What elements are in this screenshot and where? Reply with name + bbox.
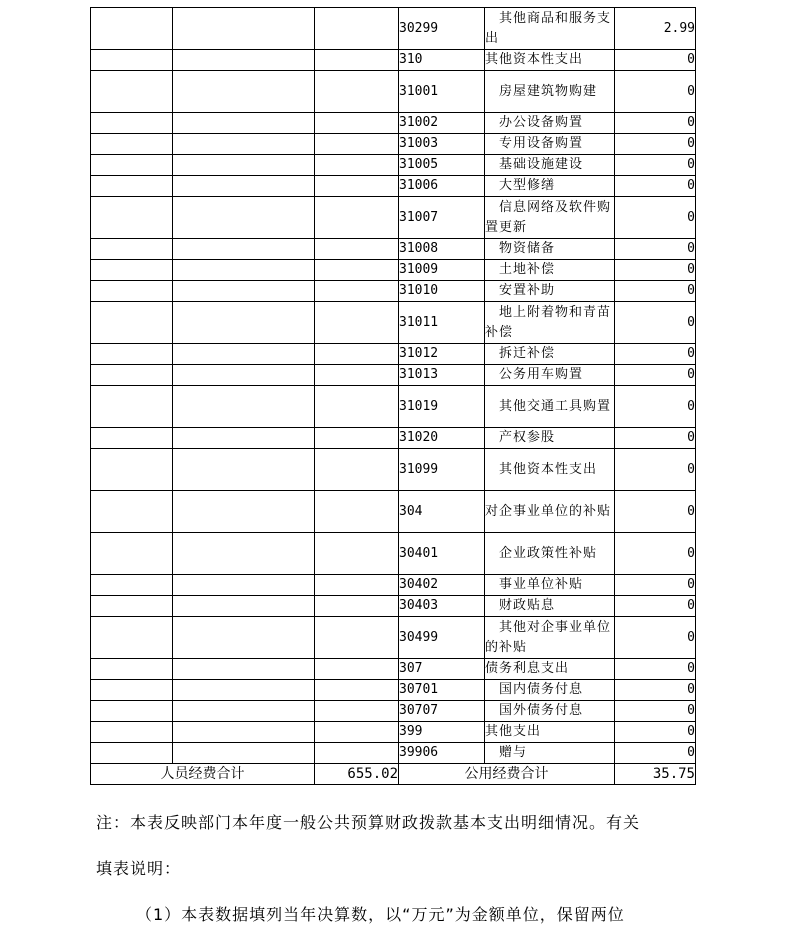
subject-code: 307 [399,659,485,680]
subject-name [485,680,615,701]
empty-cell [173,659,315,680]
empty-cell [315,260,399,281]
subject-name-text: 专用设备购置 [499,136,584,151]
table-row [91,197,696,239]
notes-section [96,800,696,938]
empty-cell [173,50,315,71]
subject-code: 30402 [399,575,485,596]
subject-name [485,344,615,365]
subject-code: 31010 [399,281,485,302]
empty-cell [91,197,173,239]
subject-code: 31012 [399,344,485,365]
empty-cell [315,344,399,365]
table-row [91,386,696,428]
subject-name-text: 大型修缮 [499,178,556,193]
subject-code: 30403 [399,596,485,617]
subject-code: 31001 [399,71,485,113]
subject-name-text: 安置补助 [499,283,556,298]
empty-cell [173,113,315,134]
empty-cell [315,239,399,260]
subject-code: 31011 [399,302,485,344]
empty-cell [91,344,173,365]
empty-cell [315,176,399,197]
empty-cell [315,533,399,575]
empty-cell [91,617,173,659]
subject-name-text: 其他商品和服务支出 [485,10,612,46]
empty-cell [315,155,399,176]
empty-cell [315,428,399,449]
empty-cell [173,680,315,701]
table-row [91,701,696,722]
amount-value: 0 [615,260,696,281]
amount-value: 0 [615,155,696,176]
table-row [91,449,696,491]
amount-value: 0 [615,743,696,764]
subject-name-text: 国外债务付息 [499,703,584,718]
empty-cell [315,197,399,239]
table-row [91,260,696,281]
empty-cell [315,659,399,680]
table-row [91,659,696,680]
empty-cell [173,617,315,659]
subject-code: 30701 [399,680,485,701]
subject-code: 31002 [399,113,485,134]
subject-code: 30499 [399,617,485,659]
empty-cell [91,386,173,428]
subject-name-text: 地上附着物和青苗补偿 [485,304,612,340]
subject-name [485,71,615,113]
empty-cell [91,50,173,71]
subject-name-text: 拆迁补偿 [499,346,556,361]
empty-cell [315,491,399,533]
empty-cell [173,428,315,449]
amount-value: 0 [615,281,696,302]
empty-cell [173,743,315,764]
empty-cell [173,71,315,113]
table-row [91,155,696,176]
expenditure-detail-table [90,7,696,785]
empty-cell [315,596,399,617]
table-row [91,302,696,344]
subject-name-text: 其他交通工具购置 [499,398,612,414]
subject-code: 31013 [399,365,485,386]
subject-name [485,239,615,260]
subject-name-text: 公务用车购置 [499,367,584,382]
empty-cell [173,260,315,281]
subject-name-text: 产权参股 [499,430,556,445]
amount-value: 0 [615,491,696,533]
amount-value: 0 [615,113,696,134]
empty-cell [315,113,399,134]
subject-code: 31003 [399,134,485,155]
subject-name [485,743,615,764]
empty-cell [173,155,315,176]
subject-code: 31009 [399,260,485,281]
amount-value: 0 [615,701,696,722]
table-row [91,617,696,659]
empty-cell [173,491,315,533]
empty-cell [315,449,399,491]
amount-value: 0 [615,239,696,260]
empty-cell [173,176,315,197]
empty-cell [315,617,399,659]
subject-name [485,428,615,449]
amount-value: 0 [615,50,696,71]
subject-code: 31007 [399,197,485,239]
amount-value: 0 [615,71,696,113]
subject-name [485,155,615,176]
subject-code: 31005 [399,155,485,176]
subject-name-text: 对企事业单位的补贴 [485,503,612,519]
subject-name-text: 房屋建筑物购建 [499,83,598,99]
subject-name-text: 债务利息支出 [485,661,570,676]
subject-name-text: 办公设备购置 [499,115,584,130]
empty-cell [91,113,173,134]
subject-name-text: 基础设施建设 [499,157,584,172]
subject-code: 399 [399,722,485,743]
empty-cell [91,533,173,575]
empty-cell [315,8,399,50]
empty-cell [315,722,399,743]
empty-cell [91,134,173,155]
totals-row [91,764,696,785]
empty-cell [91,701,173,722]
amount-value: 2.99 [615,8,696,50]
amount-value: 0 [615,533,696,575]
subject-name [485,302,615,344]
empty-cell [315,134,399,155]
amount-value: 0 [615,722,696,743]
amount-value: 0 [615,575,696,596]
subject-code: 31099 [399,449,485,491]
amount-value: 0 [615,659,696,680]
empty-cell [173,8,315,50]
table-body [91,8,696,785]
empty-cell [91,659,173,680]
empty-cell [173,365,315,386]
subject-name [485,575,615,596]
table-row [91,239,696,260]
subject-name-text: 物资储备 [499,241,556,256]
subject-name [485,113,615,134]
table-row [91,596,696,617]
subject-code: 30707 [399,701,485,722]
note-line-2: 填表说明： [96,859,182,878]
amount-value: 0 [615,680,696,701]
empty-cell [315,50,399,71]
subject-name-text: 其他资本性支出 [485,52,584,67]
empty-cell [91,155,173,176]
empty-cell [173,134,315,155]
subject-code: 31019 [399,386,485,428]
table-row [91,50,696,71]
expenditure-table-wrapper [90,7,695,785]
amount-value: 0 [615,617,696,659]
subject-name-text: 企业政策性补贴 [499,545,598,561]
empty-cell [173,575,315,596]
empty-cell [315,365,399,386]
amount-value: 0 [615,134,696,155]
subject-code: 31008 [399,239,485,260]
empty-cell [91,281,173,302]
subject-name [485,722,615,743]
subject-name [485,449,615,491]
empty-cell [315,575,399,596]
empty-cell [173,533,315,575]
subject-name-text: 赠与 [499,745,528,760]
empty-cell [91,491,173,533]
subject-code: 31006 [399,176,485,197]
empty-cell [173,302,315,344]
personnel-total-value: 655.02 [315,764,399,785]
subject-name-text: 事业单位补贴 [499,577,584,592]
empty-cell [173,386,315,428]
empty-cell [173,722,315,743]
amount-value: 0 [615,197,696,239]
subject-name [485,386,615,428]
subject-code: 310 [399,50,485,71]
amount-value: 0 [615,176,696,197]
subject-name-text: 财政贴息 [499,598,556,613]
subject-name-text: 国内债务付息 [499,682,584,697]
subject-name-text: 其他支出 [485,724,542,739]
table-row [91,428,696,449]
subject-code: 304 [399,491,485,533]
table-row [91,71,696,113]
empty-cell [91,428,173,449]
subject-name-text: 其他资本性支出 [499,461,598,477]
empty-cell [315,71,399,113]
empty-cell [173,197,315,239]
subject-name-text: 其他对企事业单位的补贴 [485,619,612,655]
subject-name [485,659,615,680]
note-line-1: 注：本表反映部门本年度一般公共预算财政拨款基本支出明细情况。有关 [96,813,641,832]
personnel-total-label: 人员经费合计 [91,764,315,785]
empty-cell [173,701,315,722]
empty-cell [91,575,173,596]
subject-name [485,617,615,659]
table-row [91,743,696,764]
empty-cell [91,722,173,743]
table-row [91,365,696,386]
empty-cell [91,743,173,764]
empty-cell [91,596,173,617]
subject-code: 30401 [399,533,485,575]
table-row [91,491,696,533]
amount-value: 0 [615,365,696,386]
subject-name [485,50,615,71]
amount-value: 0 [615,302,696,344]
subject-name [485,260,615,281]
empty-cell [91,260,173,281]
empty-cell [91,680,173,701]
public-total-label: 公用经费合计 [399,764,615,785]
table-row [91,281,696,302]
empty-cell [91,176,173,197]
empty-cell [315,281,399,302]
subject-name [485,176,615,197]
amount-value: 0 [615,596,696,617]
table-row [91,344,696,365]
empty-cell [91,449,173,491]
note-line-3: （1）本表数据填列当年决算数，以“万元”为金额单位，保留两位 [136,905,625,924]
empty-cell [315,743,399,764]
table-row [91,176,696,197]
empty-cell [315,302,399,344]
subject-name [485,701,615,722]
empty-cell [173,239,315,260]
amount-value: 0 [615,428,696,449]
subject-name [485,491,615,533]
subject-name [485,134,615,155]
empty-cell [91,8,173,50]
amount-value: 0 [615,449,696,491]
empty-cell [315,386,399,428]
table-row [91,134,696,155]
table-row [91,113,696,134]
empty-cell [91,302,173,344]
subject-name [485,197,615,239]
subject-name-text: 土地补偿 [499,262,556,277]
public-total-value: 35.75 [615,764,696,785]
empty-cell [315,701,399,722]
empty-cell [91,365,173,386]
empty-cell [173,449,315,491]
amount-value: 0 [615,344,696,365]
empty-cell [315,680,399,701]
subject-name [485,365,615,386]
subject-code: 30299 [399,8,485,50]
subject-name-text: 信息网络及软件购置更新 [485,199,612,235]
empty-cell [173,596,315,617]
subject-code: 39906 [399,743,485,764]
table-row [91,575,696,596]
subject-code: 31020 [399,428,485,449]
empty-cell [173,281,315,302]
subject-name [485,281,615,302]
table-row [91,8,696,50]
table-row [91,722,696,743]
amount-value: 0 [615,386,696,428]
table-row [91,680,696,701]
subject-name [485,596,615,617]
subject-name [485,533,615,575]
empty-cell [91,71,173,113]
table-row [91,533,696,575]
empty-cell [91,239,173,260]
empty-cell [173,344,315,365]
subject-name [485,8,615,50]
